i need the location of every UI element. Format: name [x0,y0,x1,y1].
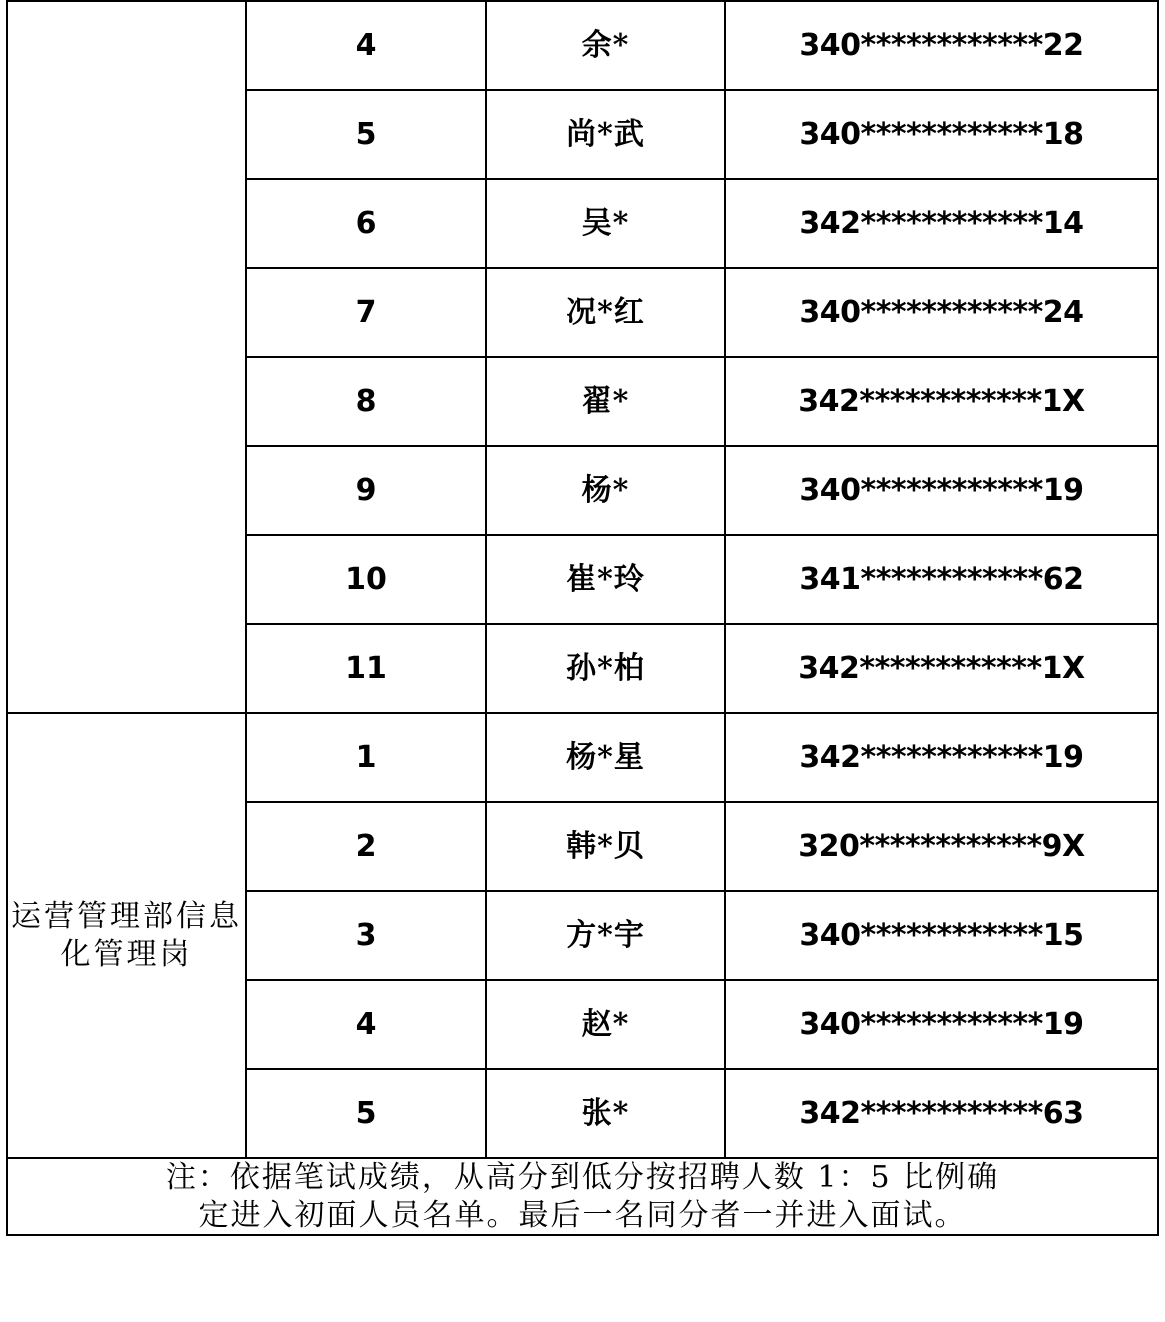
id-number: 320************9X [725,802,1158,891]
id-number: 340************24 [725,268,1158,357]
id-number: 340************22 [725,1,1158,90]
candidate-name: 崔*玲 [486,535,725,624]
row-number: 5 [246,90,486,179]
note-line-1: 注：依据笔试成绩，从高分到低分按招聘人数 1：5 比例确 [165,1160,1000,1195]
department-cell: 运营管理部信息化管理岗 [7,713,246,1158]
candidate-name: 张* [486,1069,725,1158]
row-number: 11 [246,624,486,713]
row-number: 4 [246,980,486,1069]
id-number: 342************63 [725,1069,1158,1158]
row-number: 5 [246,1069,486,1158]
table-row [7,713,1158,802]
table-row [7,1,1158,90]
row-number: 9 [246,446,486,535]
id-number: 342************19 [725,713,1158,802]
candidate-name: 况*红 [486,268,725,357]
candidate-name: 赵* [486,980,725,1069]
note-row [7,1158,1158,1235]
row-number: 6 [246,179,486,268]
id-number: 340************19 [725,446,1158,535]
row-number: 8 [246,357,486,446]
candidate-name: 孙*柏 [486,624,725,713]
table-body [7,1,1158,1235]
candidate-name: 余* [486,1,725,90]
id-number: 341************62 [725,535,1158,624]
candidate-name: 杨*星 [486,713,725,802]
candidate-name: 吴* [486,179,725,268]
id-number: 342************14 [725,179,1158,268]
id-number: 342************1X [725,357,1158,446]
department-cell-continued [7,1,246,713]
row-number: 3 [246,891,486,980]
id-number: 340************18 [725,90,1158,179]
id-number: 340************19 [725,980,1158,1069]
row-number: 2 [246,802,486,891]
row-number: 1 [246,713,486,802]
id-number: 340************15 [725,891,1158,980]
candidate-name: 方*宇 [486,891,725,980]
candidate-name: 翟* [486,357,725,446]
candidate-name: 韩*贝 [486,802,725,891]
row-number: 4 [246,1,486,90]
candidate-name: 杨* [486,446,725,535]
id-number: 342************1X [725,624,1158,713]
row-number: 10 [246,535,486,624]
candidate-name: 尚*武 [486,90,725,179]
row-number: 7 [246,268,486,357]
note-line-2: 定进入初面人员名单。最后一名同分者一并进入面试。 [198,1197,967,1233]
candidate-table [6,0,1159,1236]
table-note [7,1158,1158,1235]
